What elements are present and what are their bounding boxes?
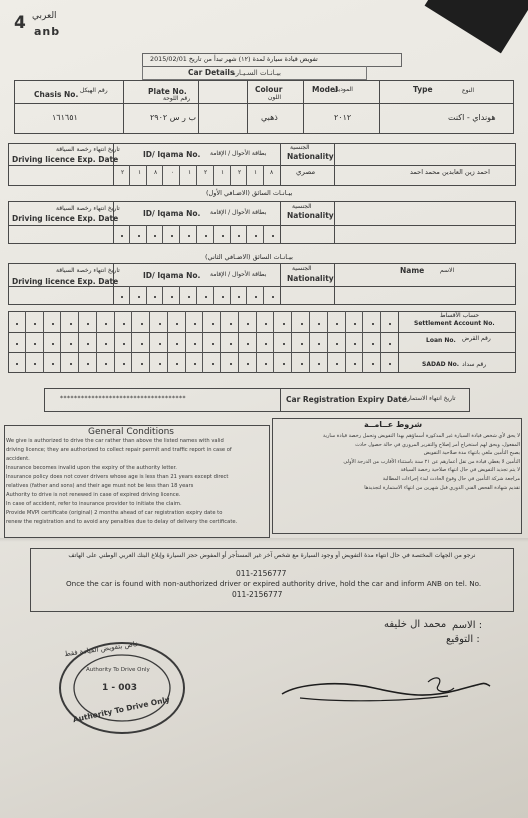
arabic-condition-line: تقديم شهادة الفحص الفني الدوري قبل شهرين من انتهاء الاستمارة لتجديدها xyxy=(364,484,520,491)
loan-label-ar: رقم القرض xyxy=(462,335,491,342)
driver1-licence-label-ar: تاريخ انتهاء رخصة السياقة xyxy=(56,146,120,153)
loan-label-en: Loan No. xyxy=(426,337,456,344)
driver2-licence-label-en: Driving licence Exp. Date xyxy=(12,214,119,223)
notice-arabic: نرجو من الجهات المختصة في حال انتهاء مدة التفويض أو وجود السيارة مع شخص آخر غير المستأجر أو المفوض حجز السيارة وإبلاغ البنك العربي الوطني على الهاتف xyxy=(68,552,476,559)
general-conditions-title: General Conditions xyxy=(88,427,174,437)
condition-line: Insurance policy does not cover drivers whose age is less than 21 years except direct xyxy=(6,474,229,480)
type-header: Type xyxy=(413,85,433,94)
authority-stamp xyxy=(56,638,188,736)
model-header: Model xyxy=(312,85,338,94)
colour-header: Colour xyxy=(255,85,283,94)
sadad-label-ar: رقم سداد xyxy=(462,361,487,368)
driver3-name-label-en: Name xyxy=(400,266,425,275)
colour-value: ذهبي xyxy=(261,113,278,122)
registration-value: ************************************ xyxy=(60,395,186,402)
stamp-bottom-en: Authority To Drive Only xyxy=(72,694,171,725)
arabic-condition-line: مراجعة شركة التأمين في حال وقوع الحادث لبدء إجراءات المطالبة xyxy=(382,475,520,482)
notice-phone-ar: 011-2156777 xyxy=(236,569,287,578)
account-grid-cells xyxy=(8,311,398,373)
settlement-label-en: Settlement Account No. xyxy=(414,320,495,327)
plate-value: ب ر س ٢٩٠٢ xyxy=(150,113,196,122)
section-title-ar: بيـانـات السـيـارة xyxy=(232,69,281,77)
name-value-ar: محمد ال خليفه xyxy=(384,619,447,630)
condition-line: Insurance becomes invalid upon the expiry of the authority letter. xyxy=(6,465,177,471)
bank-logo xyxy=(14,10,74,40)
condition-line: Provide MVPI certificate (original) 2 months ahead of car registration expiry date to xyxy=(6,510,223,516)
settlement-label-ar: حساب الأقساط xyxy=(440,312,480,319)
model-value: ٢٠١٢ xyxy=(334,113,352,122)
driver1-id-digit: ١ xyxy=(138,169,142,176)
driver2-licence-label-ar: تاريخ انتهاء رخصة السياقة xyxy=(56,205,120,212)
name-label-ar: الاسم : xyxy=(452,620,483,631)
section-title-en: Car Details xyxy=(188,68,235,77)
chassis-header: Chasis No. xyxy=(34,90,79,99)
driver1-id-digit: ١ xyxy=(254,169,258,176)
driver2-nationality-en: Nationality xyxy=(287,211,334,220)
notice-phone-en: 011-2156777 xyxy=(232,590,283,599)
driver2-heading: بيـانـات السائق (الاضـافي الأول) xyxy=(206,189,293,197)
driver3-heading: بيـانـات السائق (الاضـافي الثاني) xyxy=(205,253,293,261)
condition-line: accident. xyxy=(6,456,30,462)
arabic-conditions-list xyxy=(276,432,520,492)
driver3-licence-label-ar: تاريخ انتهاء رخصة السياقة xyxy=(56,267,120,274)
driver1-id-digit: ١ xyxy=(188,169,192,176)
model-header-ar: الموديل xyxy=(334,86,353,93)
arabic-condition-line: المفعول، ويحق لهم استخراج أمر إصلاح والتقرير المروري في حالة حصول حادث xyxy=(355,441,520,448)
driver2-id-label-ar: بطاقة الأحوال / الإقامة xyxy=(210,209,267,216)
driver1-id-digit: ٢ xyxy=(238,169,242,176)
arabic-condition-line: لا يحق لأي شخص قيادة السيارة غير المذكورة أسماؤهم بهذا التفويض وتحمل رخصة قيادة سارية xyxy=(322,433,520,439)
sign-label-ar: التوقيع : xyxy=(446,634,480,645)
condition-line: Authority to drive is not renewed in case of expired driving licence. xyxy=(6,492,181,498)
general-conditions-list xyxy=(6,437,268,527)
driver2-id-grid xyxy=(113,225,280,244)
driver1-id-digit: ٨ xyxy=(154,169,158,176)
driver3-nationality-en: Nationality xyxy=(287,274,334,283)
driver1-nationality-ar: الجنسية xyxy=(290,144,310,151)
arabic-condition-line: يصبح التأمين ملغي بانتهاء مدة صلاحية التفويض xyxy=(423,450,520,457)
driver3-nationality-ar: الجنسية xyxy=(292,265,312,272)
driver3-id-label-en: ID/ Iqama No. xyxy=(143,271,201,280)
registration-label-ar: تاريخ انتهاء الاستمارة xyxy=(404,395,456,402)
arabic-conditions-title: شروط عــامــة xyxy=(364,420,423,429)
driver1-id-digit: ٠ xyxy=(171,169,175,176)
registration-label-en: Car Registration Expiry Date xyxy=(286,395,407,404)
page-shadow xyxy=(425,0,528,53)
driver1-licence-label-en: Driving licence Exp. Date xyxy=(12,155,119,164)
plate-header-ar: رقم اللوحة xyxy=(163,95,191,102)
stamp-ring-en: Authority To Drive Only xyxy=(86,667,150,673)
logo-arabic: العربي xyxy=(32,11,57,21)
condition-line: In case of accident, refer to insurance provider to initiate the claim. xyxy=(6,501,182,507)
page-fold-shadow xyxy=(0,538,528,542)
condition-line: We give is authorized to drive the car rather than above the listed names with valid xyxy=(6,438,224,444)
chassis-header-ar: رقم الهيكل xyxy=(80,87,108,94)
driver1-id-digit: ٢ xyxy=(121,169,125,176)
stamp-code: 1 - 003 xyxy=(102,683,138,693)
condition-line: relatives (father and sons) and their age must not be less than 18 years xyxy=(6,483,194,489)
type-header-ar: النوع xyxy=(462,87,474,94)
chassis-value: ١٦١٦٥١ xyxy=(52,113,78,122)
sadad-label-en: SADAD No. xyxy=(422,361,460,368)
type-value: هونداي - اكنت xyxy=(448,113,496,122)
driver3-id-label-ar: بطاقة الأحوال / الإقامة xyxy=(210,271,267,278)
driver1-id-digit: ٨ xyxy=(270,169,274,176)
handwritten-signature xyxy=(278,672,494,712)
driver1-id-label-en: ID/ Iqama No. xyxy=(143,150,201,159)
arabic-condition-line: لا يتم تجديد التفويض في حال انتهاء صلاحية رخصة السياقة xyxy=(400,467,520,474)
driver2-nationality-ar: الجنسية xyxy=(292,203,312,210)
car-details-box xyxy=(142,66,367,80)
driver3-id-grid xyxy=(113,286,280,305)
logo-latin: anb xyxy=(34,25,61,38)
driver1-nationality-value: مصري xyxy=(296,168,316,176)
driver3-name-label-ar: الاسم xyxy=(440,267,455,274)
driver1-id-digit: ١ xyxy=(221,169,225,176)
notice-english: Once the car is found with non-authorized driver or expired authority drive, hold the car and inform ANB on tel. No. xyxy=(66,579,482,588)
colour-header-ar: اللون xyxy=(268,94,281,101)
driver1-id-digit: ٢ xyxy=(204,169,208,176)
driver3-licence-label-en: Driving licence Exp. Date xyxy=(12,277,119,286)
plate-header: Plate No. xyxy=(148,87,187,96)
condition-line: driving licence; they are authorized to collect repair permit and traffic report in case of xyxy=(6,447,232,453)
arabic-condition-line: التأمين لا يغطي قيادة من تقل أعمارهم عن ٢١ سنة باستثناء الأقارب من الدرجة الأولى xyxy=(343,458,520,465)
stamp-top-ar: خاص بتفويض القيادة فقط xyxy=(63,639,140,659)
driver1-name-value: احمد زين العابدين محمد احمد xyxy=(410,168,490,176)
condition-line: renew the registration and to avoid any penalties due to delay of delivery the certificate. xyxy=(6,519,238,525)
header-title-ar: تفويض قيادة سيارة لمدة (١٢) شهر تبدأ من تاريخ 2015/02/01 xyxy=(150,55,318,63)
driver2-id-label-en: ID/ Iqama No. xyxy=(143,209,201,218)
driver1-id-label-ar: بطاقة الأحوال / الإقامة xyxy=(210,150,267,157)
logo-mark: 4 xyxy=(14,13,26,33)
driver1-nationality-en: Nationality xyxy=(287,152,334,161)
